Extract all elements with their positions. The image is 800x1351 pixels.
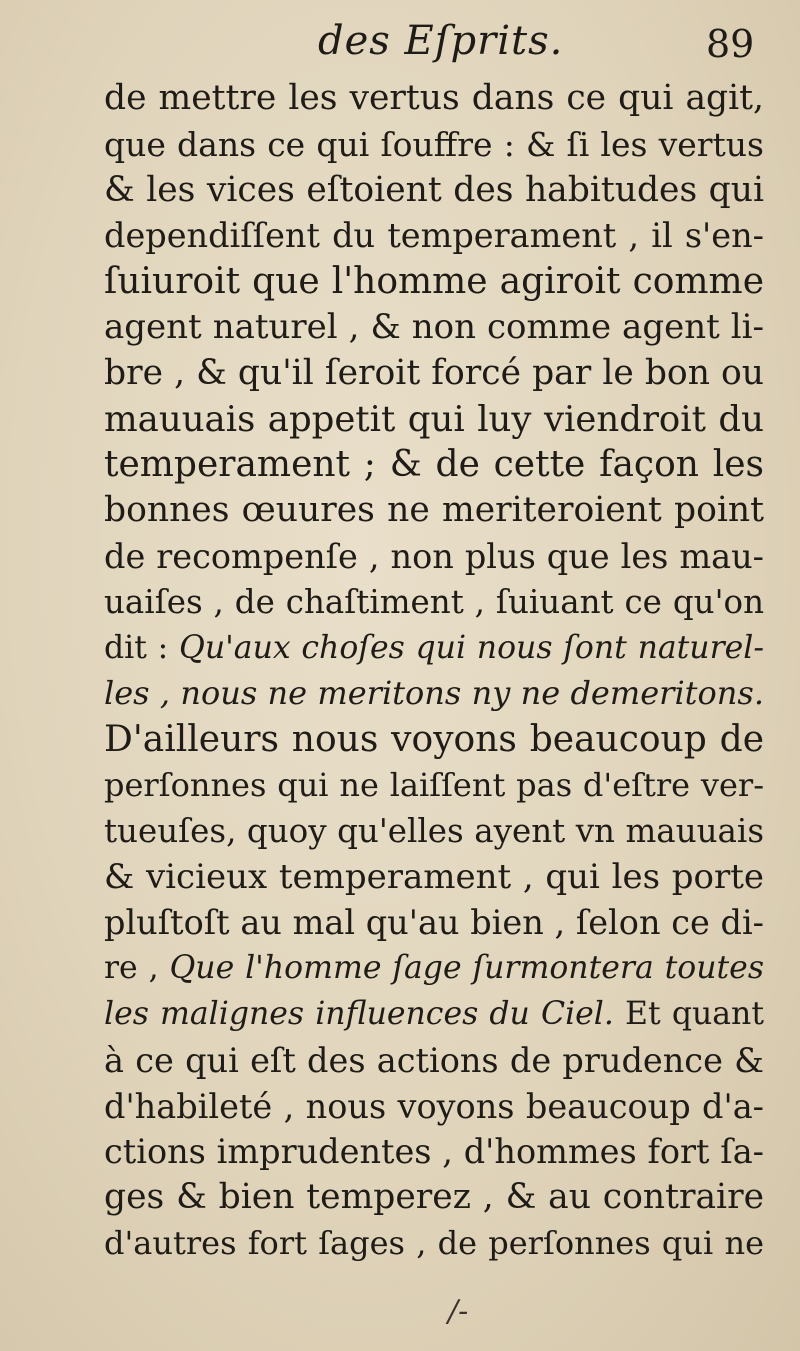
running-head [0,18,800,68]
quotation-line [104,946,764,992]
text-line: de mettre les vertus dans ce qui agit, [104,78,764,118]
text-line: D'ailleurs nous voyons beaucoup de [104,719,764,761]
text-line: agent naturel , & non comme agent li- [104,306,764,347]
text-line: de recompenſe , non plus que les mau- [104,536,764,576]
text-line: que dans ce qui ſouffre : & ſi les vertus [104,124,764,164]
text-line: uaiſes , de chaſtiment , ſuiuant ce qu'on [104,582,764,621]
quotation-italic: Que l'homme ſage ſurmontera toutes [169,950,764,987]
running-head-title: des Eſprits. [318,18,564,64]
text-line: & vicieux temperament , qui les porte [104,856,764,897]
line-roman-text: dit : [104,629,180,666]
text-line: d'habileté , nous voyons beaucoup d'a- [104,1086,764,1126]
text-line: perſonnes qui ne laiſſent pas d'eſtre ver- [104,765,764,804]
text-line: ges & bien temperez , & au contraire [104,1177,764,1218]
quotation-italic: Qu'aux choſes qui nous ſont naturel- [179,629,764,666]
text-line: & les vices eſtoient des habitudes qui [104,169,764,210]
text-line: pluſtoſt au mal qu'au bien , ſelon ce di- [104,903,764,943]
body-text [104,76,764,1267]
text-line: mauuais appetit qui luy viendroit du [104,398,764,440]
signature-mark: /- [448,1294,469,1329]
text-line: d'autres fort ſages , de perſonnes qui ne [104,1223,764,1262]
line-roman-text: re , [104,950,170,987]
text-line: ſuiuroit que l'homme agiroit comme [104,261,764,303]
line-roman-text: Et quant [613,995,764,1032]
text-line: tueuſes, quoy qu'elles ayent vn mauuais [104,811,764,850]
quotation-line: les , nous ne meritons ny ne demeritons. [104,674,764,713]
quotation-italic: les malignes influences du Ciel. [104,995,614,1032]
quotation-line [104,626,764,672]
page-number: 89 [706,22,755,66]
text-line: dependiſſent du temperament , il s'en- [104,216,764,256]
text-line: ctions imprudentes , d'hommes fort ſa- [104,1132,764,1172]
text-line: à ce qui eſt des actions de prudence & [104,1040,764,1080]
quotation-line [104,992,764,1038]
text-line: bre , & qu'il ſeroit forcé par le bon ou [104,352,764,393]
text-line: bonnes œuures ne meriteroient point [104,490,764,531]
text-line: temperament ; & de cette façon les [104,444,764,486]
